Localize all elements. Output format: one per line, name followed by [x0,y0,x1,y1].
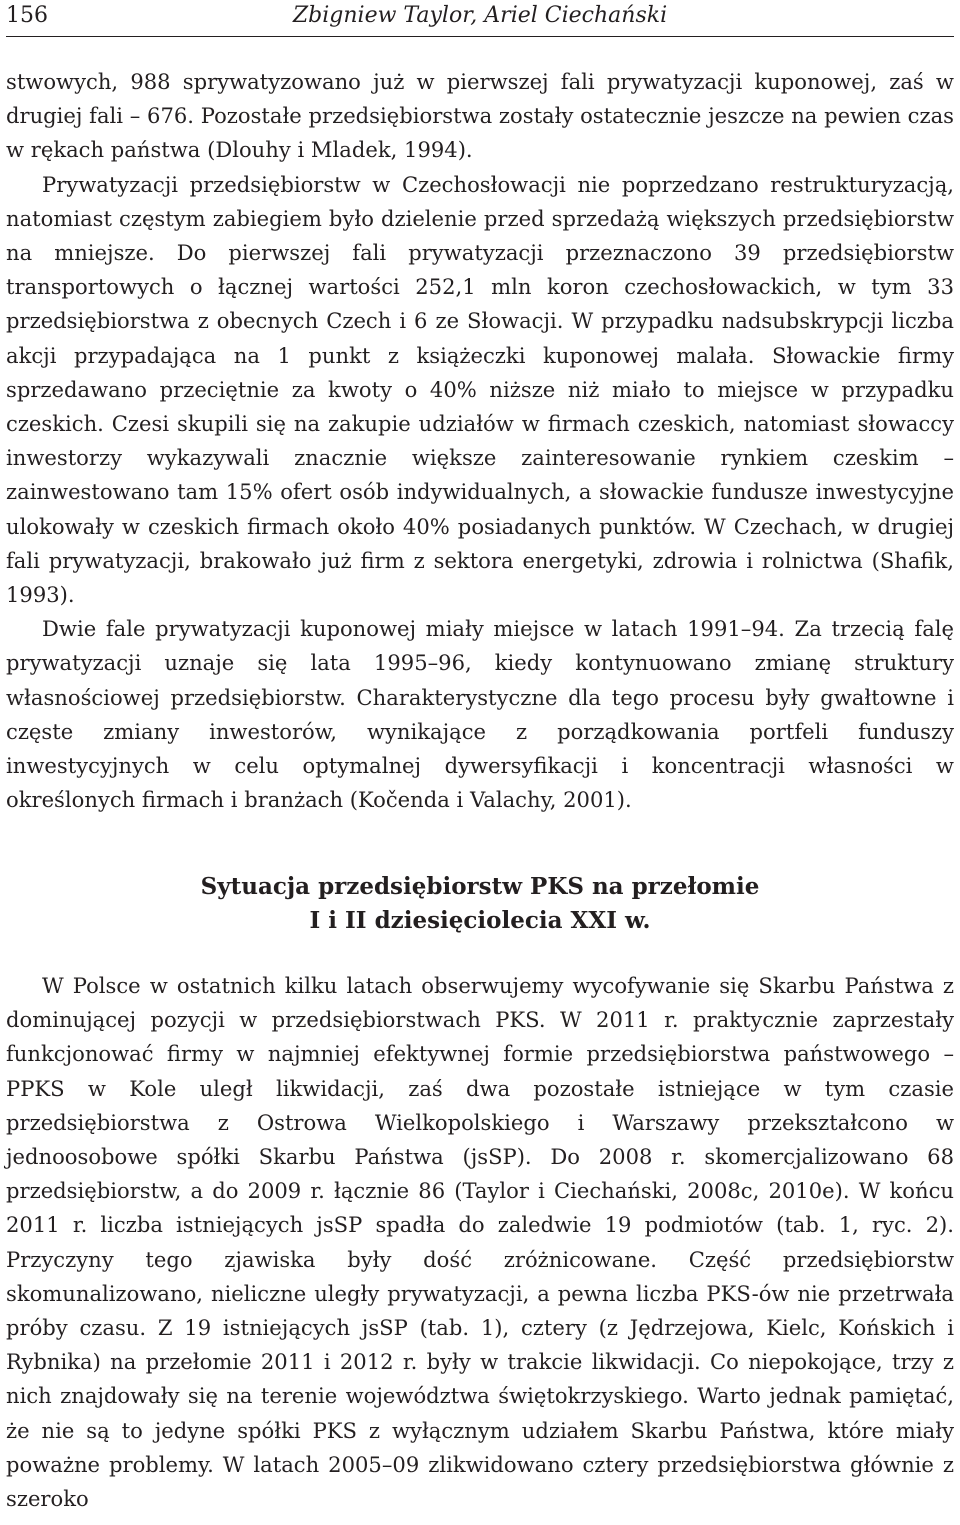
text-block-bottom [6,969,954,1516]
running-title: Zbigniew Taylor, Ariel Ciechański [292,3,668,28]
section-heading-line: Sytuacja przedsiębiorstw PKS na przełomie [200,873,760,900]
section-heading-line: I i II dziesięciolecia XXI w. [309,907,651,934]
page-number: 156 [6,3,48,28]
paragraph: Prywatyzacji przedsiębiorstw w Czechosłowacji nie poprzedzano restrukturyzacją, natomiast częstym zabiegiem było dzielenie przed sprzedażą większych przedsiębiorstw na mniejsze. Do pierwszej fali prywatyzacji przeznaczono 39 przedsiębiorstw transportowych o łącznej wartości 252,1 mln koron czechosłowackich, w tym 33 przedsiębiorstwa z obecnych Czech i 6 ze Słowacji. W przypadku nadsubskrypcji liczba akcji przypadająca na 1 punkt z książeczki kuponowej malała. Słowackie firmy sprzedawano przeciętnie za kwoty o 40% niższe niż miało to miejsce w przypadku czeskich. Czesi skupili się na zakupie udziałów w firmach czeskich, natomiast słowaccy inwestorzy wykazywali znacznie większe zainteresowanie rynkiem czeskim – zainwestowano tam 15% ofert osób indywidualnych, a słowackie fundusze inwestycyjne ulokowały w czeskich firmach około 40% posiadanych punktów. W Czechach, w drugiej fali prywatyzacji, brakowało już firm z sektora energetyki, zdrowia i rolnictwa (Shafik, 1993). [6,171,954,608]
page-header [6,0,954,37]
paragraph: stwowych, 988 sprywatyzowano już w pierwszej fali prywatyzacji kuponowej, zaś w drugiej fali – 676. Pozostałe przedsiębiorstwa zostały ostatecznie jeszcze na pewien czas w rękach państwa (Dlouhy i Mladek, 1994). [6,69,954,163]
paragraph: Dwie fale prywatyzacji kuponowej miały miejsce w latach 1991–94. Za trzecią falę prywatyzacji uznaje się lata 1995–96, kiedy kontynuowano zmianę struktury własnościowej przedsiębiorstw. Charakterystyczne dla tego procesu były gwałtowne i częste zmiany inwestorów, wynikające z porządkowania portfeli funduszy inwestycyjnych w celu optymalnej dywersyfikacji i koncentracji własności w określonych firmach i branżach (Kočenda i Valachy, 2001). [6,616,954,813]
text-block-top [6,65,954,817]
paragraph: W Polsce w ostatnich kilku latach obserwujemy wycofywanie się Skarbu Państwa z dominującej pozycji w przedsiębiorstwach PKS. W 2011 r. praktycznie zaprzestały funkcjonować firmy w najmniej efektywnej formie przedsiębiorstwa państwowego – PPKS w Kole uległ likwidacji, zaś dwa pozostałe istniejące w tym czasie przedsiębiorstwa z Ostrowa Wielkopolskiego i Warszawy przekształcono w jednoosobowe spółki Skarbu Państwa (jsSP). Do 2008 r. skomercjalizowano 68 przedsiębiorstw, a do 2009 r. łącznie 86 (Taylor i Ciechański, 2008c, 2010e). W końcu 2011 r. liczba istniejących jsSP spadła do zaledwie 19 podmiotów (tab. 1, ryc. 2). Przyczyny tego zjawiska były dość zróżnicowane. Część przedsiębiorstw skomunalizowano, nieliczne uległy prywatyzacji, a pewna liczba PKS-ów nie przetrwała próby czasu. Z 19 istniejących jsSP (tab. 1), cztery (z Jędrzejowa, Kielc, Końskich i Rybnika) na przełomie 2011 i 2012 r. były w trakcie likwidacji. Co niepokojące, trzy z nich znajdowały się na terenie województwa świętokrzyskiego. Warto jednak pamiętać, że nie są to jedyne spółki PKS z wyłącznym udziałem Skarbu Państwa, które miały poważne problemy. W latach 2005–09 zlikwidowano cztery przedsiębiorstwa głównie z szeroko [6,973,954,1512]
section-heading [6,870,954,938]
